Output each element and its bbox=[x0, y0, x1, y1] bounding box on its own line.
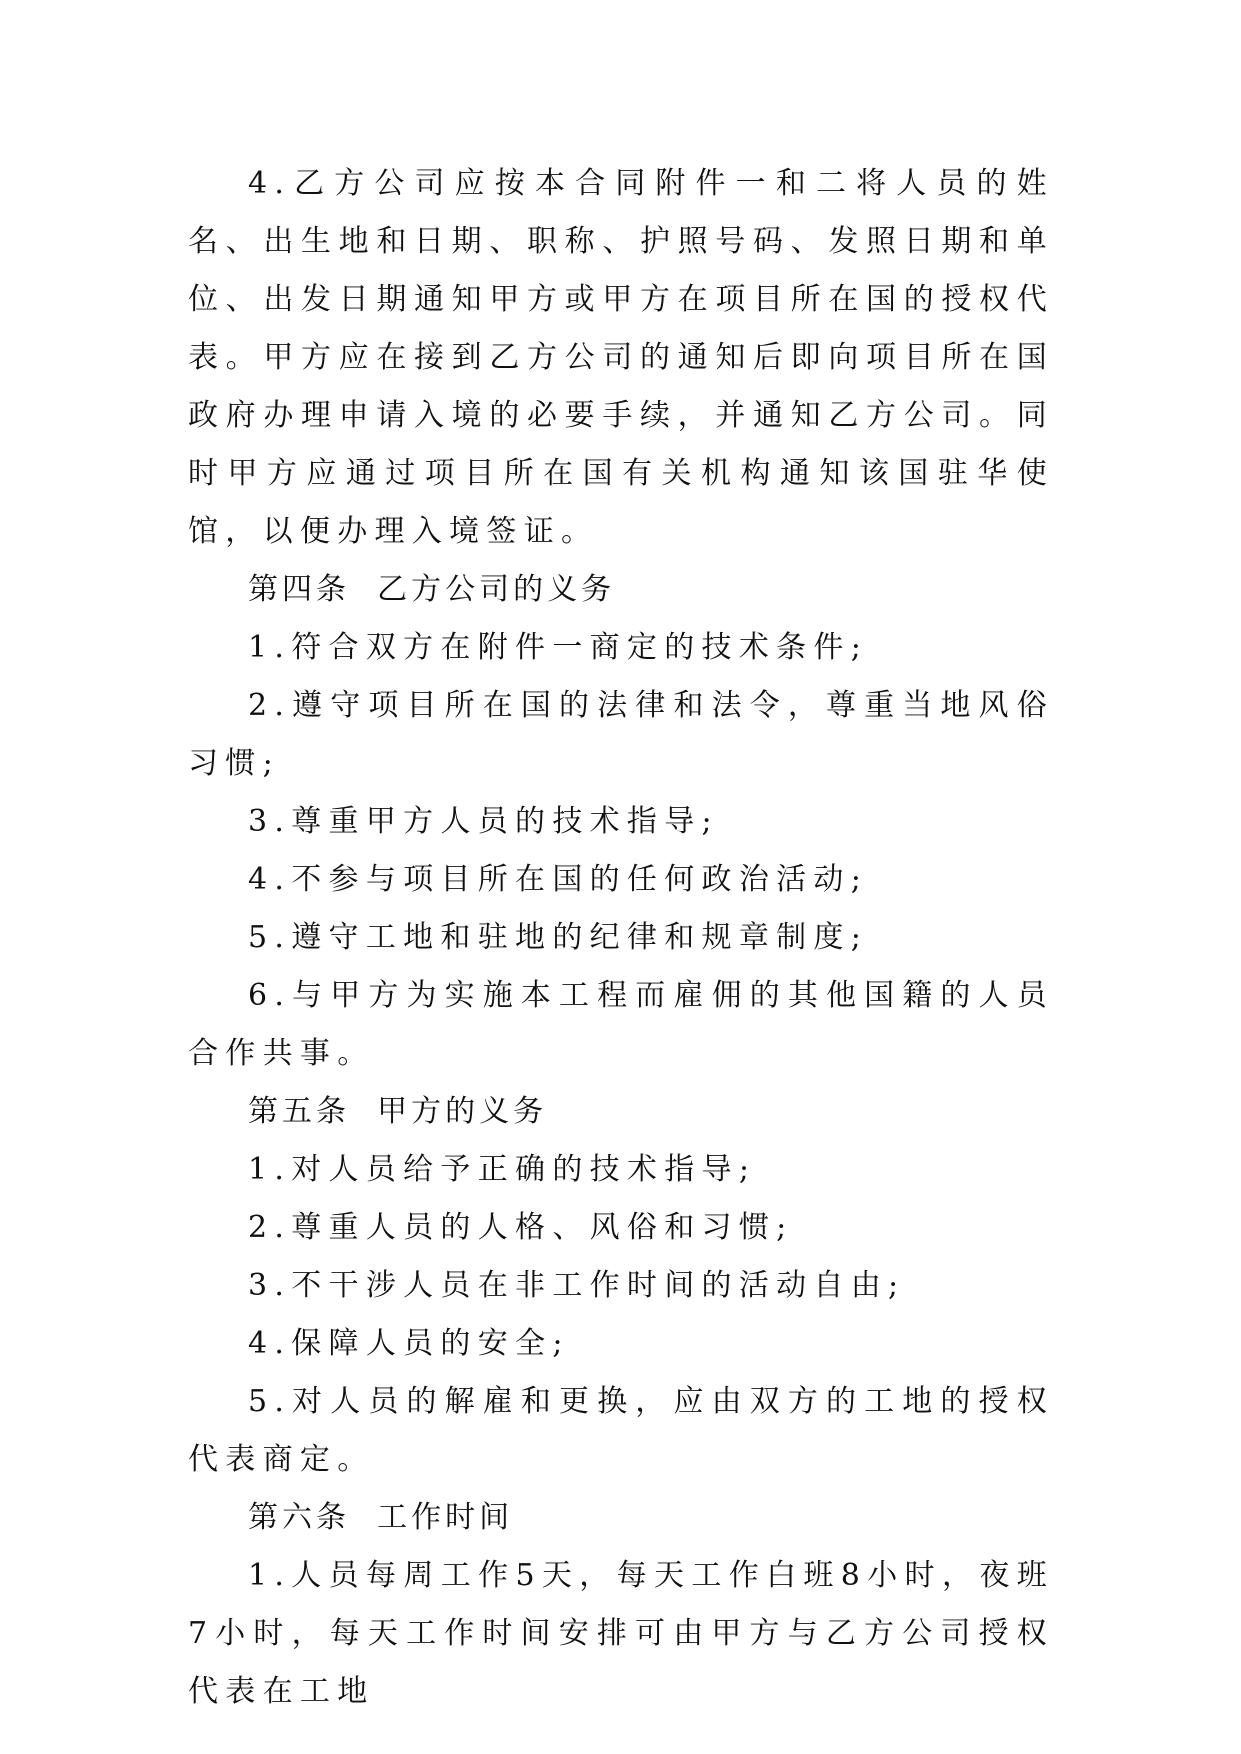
article-5-heading: 第五条 甲方的义务 bbox=[248, 1094, 548, 1129]
article-5-item-3: 3.不干涉人员在非工作时间的活动自由; bbox=[248, 1268, 906, 1303]
article-5-item-1: 1.对人员给予正确的技术指导; bbox=[248, 1152, 757, 1187]
article-4-heading: 第四条 乙方公司的义务 bbox=[248, 572, 616, 607]
article-4-item-1: 1.符合双方在附件一商定的技术条件; bbox=[248, 630, 869, 665]
article-6-heading: 第六条 工作时间 bbox=[248, 1500, 514, 1535]
article-5-item-4: 4.保障人员的安全; bbox=[248, 1326, 570, 1361]
document-body bbox=[188, 155, 1054, 1721]
article-4-item-6: 6.与甲方为实施本工程而雇佣的其他国籍的人员合作共事。 bbox=[188, 978, 1054, 1071]
clause-3-item-4: 4.乙方公司应按本合同附件一和二将人员的姓名、出生地和日期、职称、护照号码、发照日期和单位、出发日期通知甲方或甲方在项目所在国的授权代表。甲方应在接到乙方公司的通知后即向项目所在国政府办理申请入境的必要手续，并通知乙方公司。同时甲方应通过项目所在国有关机构通知该国驻华使馆，以便办理入境签证。 bbox=[188, 166, 1054, 549]
article-6-item-1: 1.人员每周工作5天，每天工作白班8小时，夜班7小时，每天工作时间安排可由甲方与乙方公司授权代表在工地 bbox=[188, 1558, 1054, 1709]
article-4-item-2: 2.遵守项目所在国的法律和法令，尊重当地风俗习惯; bbox=[188, 688, 1054, 781]
article-5-item-5: 5.对人员的解雇和更换，应由双方的工地的授权代表商定。 bbox=[188, 1384, 1054, 1477]
article-5-item-2: 2.尊重人员的人格、风俗和习惯; bbox=[248, 1210, 794, 1245]
article-4-item-5: 5.遵守工地和驻地的纪律和规章制度; bbox=[248, 920, 869, 955]
article-4-item-3: 3.尊重甲方人员的技术指导; bbox=[248, 804, 719, 839]
article-4-item-4: 4.不参与项目所在国的任何政治活动; bbox=[248, 862, 869, 897]
